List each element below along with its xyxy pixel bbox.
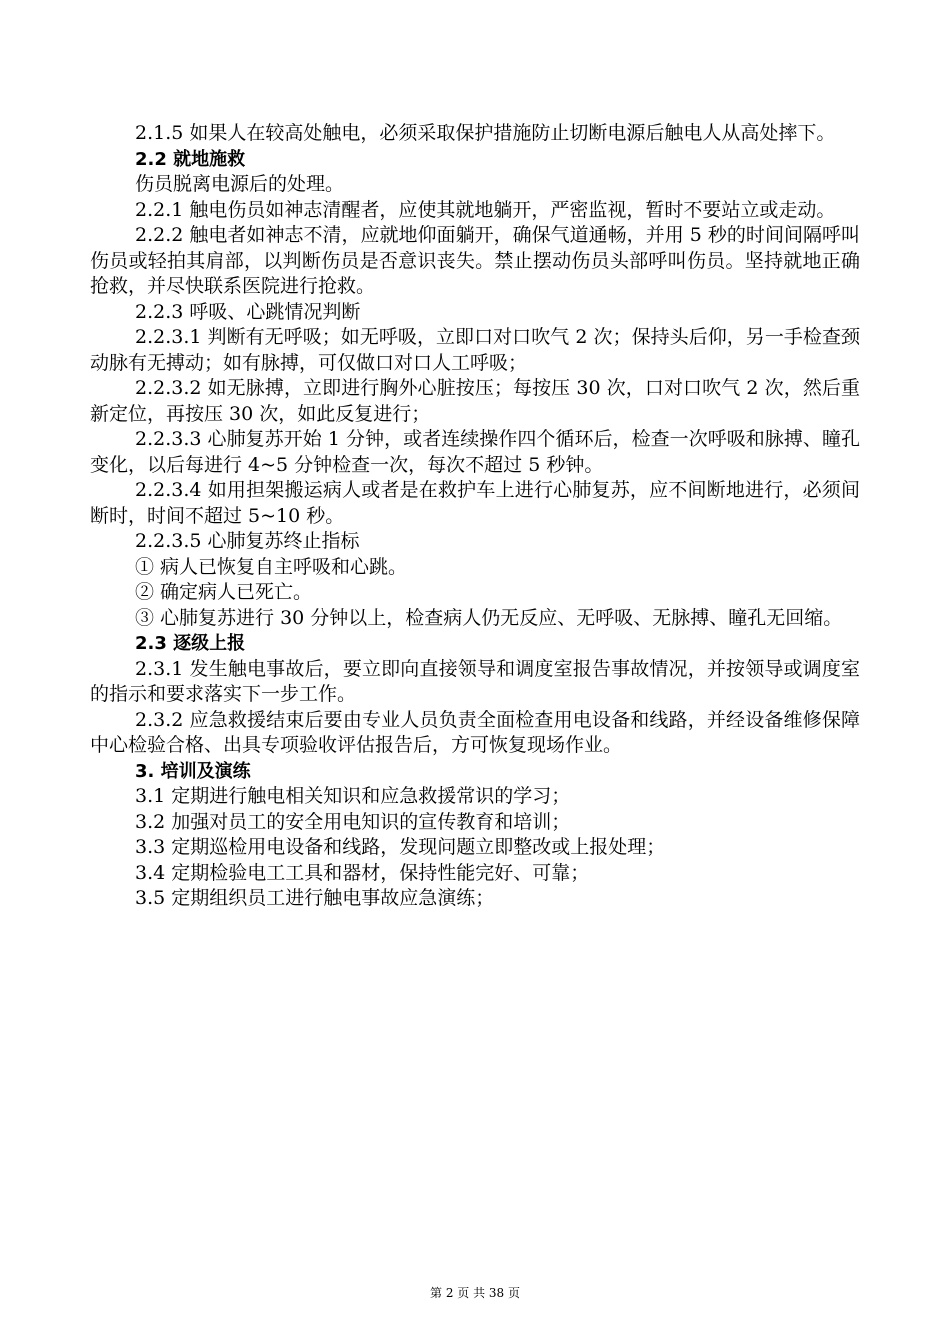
- paragraph-2-2-3-4: 2.2.3.4 如用担架搬运病人或者是在救护车上进行心肺复苏，应不间断地进行，必须间断时，时间不超过 5~10 秒。: [90, 479, 860, 527]
- heading-2-3: 2.3 逐级上报: [135, 633, 246, 654]
- list-item-1: ① 病人已恢复自主呼吸和心跳。: [135, 555, 408, 578]
- paragraph-2-2-3-5: 2.2.3.5 心肺复苏终止指标: [135, 530, 360, 552]
- list-item-2: ② 确定病人已死亡。: [135, 581, 313, 603]
- paragraph-2-2-2: 2.2.2 触电者如神志不清，应就地仰面躺开，确保气道通畅，并用 5 秒的时间间隔呼叫伤员或轻拍其肩部，以判断伤员是否意识丧失。禁止摆动伤员头部呼叫伤员。坚持就地正确抢救，并尽快联系医院进行抢救。: [90, 224, 860, 297]
- paragraph-2-3-2: 2.3.2 应急救援结束后要由专业人员负责全面检查用电设备和线路，并经设备维修保障中心检验合格、出具专项验收评估报告后，方可恢复现场作业。: [90, 708, 860, 756]
- paragraph-2-3-1: 2.3.1 发生触电事故后，要立即向直接领导和调度室报告事故情况，并按领导或调度室的指示和要求落实下一步工作。: [90, 657, 860, 705]
- paragraph-intro: 伤员脱离电源后的处理。: [135, 173, 345, 195]
- paragraph-3-1: 3.1 定期进行触电相关知识和应急救援常识的学习；: [135, 785, 571, 807]
- heading-3: 3. 培训及演练: [135, 760, 251, 782]
- list-item-3: ③ 心肺复苏进行 30 分钟以上，检查病人仍无反应、无呼吸、无脉搏、瞳孔无回缩。: [135, 606, 843, 629]
- paragraph-2-2-3: 2.2.3 呼吸、心跳情况判断: [135, 300, 361, 323]
- heading-2-2: 2.2 就地施救: [135, 148, 246, 170]
- paragraph-3-5: 3.5 定期组织员工进行触电事故应急演练；: [135, 887, 495, 909]
- paragraph-2-2-1: 2.2.1 触电伤员如神志清醒者，应使其就地躺开，严密监视，暂时不要站立或走动。: [135, 198, 836, 221]
- paragraph-2-2-3-1: 2.2.3.1 判断有无呼吸；如无呼吸，立即口对口吹气 2 次；保持头后仰，另一手检查颈动脉有无搏动；如有脉搏，可仅做口对口人工呼吸；: [90, 326, 860, 374]
- paragraph-2-2-3-3: 2.2.3.3 心肺复苏开始 1 分钟，或者连续操作四个循环后，检查一次呼吸和脉搏、瞳孔变化，以后每进行 4~5 分钟检查一次，每次不超过 5 秒钟。: [90, 428, 860, 476]
- paragraph-2-2-3-2: 2.2.3.2 如无脉搏，立即进行胸外心脏按压；每按压 30 次，口对口吹气 2 次，然后重新定位，再按压 30 次，如此反复进行；: [90, 377, 860, 425]
- document-body: [90, 121, 860, 912]
- paragraph-3-4: 3.4 定期检验电工工具和器材，保持性能完好、可靠；: [135, 861, 590, 884]
- paragraph-3-3: 3.3 定期巡检用电设备和线路，发现问题立即整改或上报处理；: [135, 836, 666, 858]
- paragraph-3-2: 3.2 加强对员工的安全用电知识的宣传教育和培训；: [135, 810, 571, 833]
- page-footer: 第 2 页 共 38 页: [430, 1286, 520, 1300]
- paragraph-2-1-5: 2.1.5 如果人在较高处触电，必须采取保护措施防止切断电源后触电人从高处摔下。: [135, 122, 836, 144]
